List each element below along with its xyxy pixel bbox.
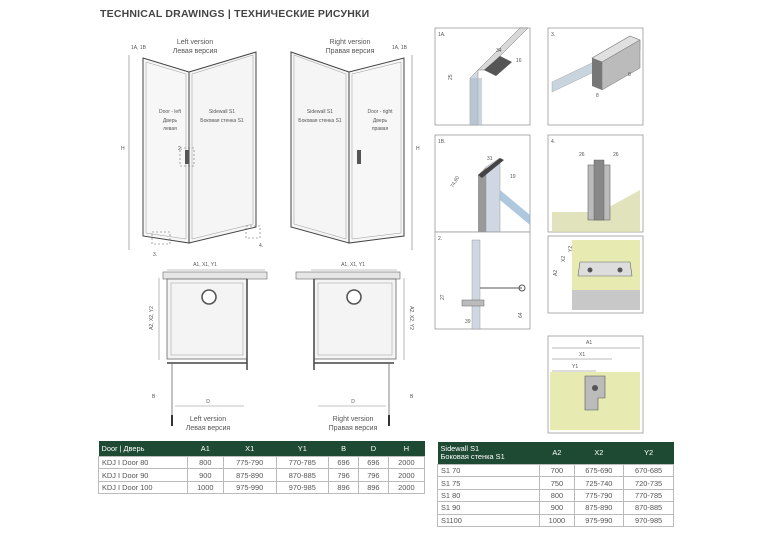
callout-4-label: 4. [259, 243, 264, 249]
door-handle-left [185, 150, 189, 164]
detail-3-dim-b: 8 [628, 72, 631, 78]
table-cell: S1 70 [438, 465, 540, 477]
sidewall-right-label: Sidewall S1 [306, 109, 334, 115]
door-handle-right [357, 150, 361, 164]
left-elevation-heading: Left version [176, 39, 214, 46]
detail-1a-dim-w: 34 [496, 48, 502, 54]
height-label: H [121, 146, 125, 152]
detail-wall-dim-x2: X2 [561, 255, 567, 262]
left-plan-drain [202, 290, 216, 304]
table-cell: 975-990 [223, 481, 276, 493]
right-plan [296, 262, 414, 432]
door-right-label-ru1: Дверь [372, 118, 388, 124]
detail-2-label: 2. [438, 236, 443, 242]
left-plan-caption-ru: Левая версия [185, 425, 231, 432]
door-left-label-ru1: Дверь [162, 118, 178, 124]
detail-2-dim-39: 39 [465, 319, 471, 325]
sidewall-header-line2: Боковая стенка S1 [440, 452, 505, 461]
door-col-header: Door | Дверь [99, 441, 188, 457]
table-cell: 900 [187, 469, 223, 481]
detail-3-label: 3. [551, 32, 556, 38]
table-cell: 796 [329, 469, 359, 481]
a1-col-header: A1 [187, 441, 223, 457]
table-cell: 2000 [388, 457, 424, 469]
table-cell: 970-985 [276, 481, 329, 493]
table-row [99, 457, 425, 469]
sidewall-left-label: Sidewall S1 [208, 109, 236, 115]
table-row [99, 469, 425, 481]
table-cell: 870-885 [276, 469, 329, 481]
table-row [438, 465, 674, 477]
detail-1b-label: 1B. [438, 139, 446, 145]
table-row [438, 514, 674, 526]
detail-1b-dim-h: 19 [510, 174, 516, 180]
table-cell: 696 [358, 457, 388, 469]
callout-2-label: 2. [178, 146, 183, 152]
detail-plan [548, 336, 643, 433]
right-plan-b: B [410, 394, 414, 400]
table-cell: 1000 [540, 514, 574, 526]
sidewall-table-header [438, 442, 674, 465]
table-cell: KDJ I Door 90 [99, 469, 188, 481]
table-cell: 696 [329, 457, 359, 469]
d-col-header: D [358, 441, 388, 457]
callout-3-label: 3. [153, 252, 158, 258]
door-table-header [99, 441, 425, 457]
right-elevation-heading: Right version [329, 39, 371, 46]
detail-1b-dim-v: 74,60 [449, 175, 461, 189]
right-plan-d: D [351, 399, 355, 405]
left-plan [149, 262, 267, 432]
table-cell: 770-785 [624, 489, 674, 501]
y2-col-header: Y2 [624, 442, 674, 465]
detail-1a [435, 28, 530, 125]
right-plan-caption: Right version [332, 416, 374, 423]
detail-1a-dim-h: 16 [516, 58, 522, 64]
table-cell: 750 [540, 477, 574, 489]
left-plan-top-dim: A1, X1, Y1 [193, 262, 217, 268]
table-cell: 800 [187, 457, 223, 469]
table-cell: 1000 [187, 481, 223, 493]
sidewall-table [437, 442, 674, 527]
table-cell: 770-785 [276, 457, 329, 469]
door-right-label-ru2: правая [371, 126, 389, 132]
table-cell: 896 [358, 481, 388, 493]
detail-plan-dim-a1: A1 [586, 340, 593, 346]
detail-plan-dim-y1: Y1 [572, 364, 579, 370]
table-cell: 896 [329, 481, 359, 493]
label-1a-1b-right: 1A, 1B [392, 45, 408, 51]
table-cell: 875-890 [574, 502, 624, 514]
table-cell: 970-985 [624, 514, 674, 526]
table-cell: 900 [540, 502, 574, 514]
left-elevation [121, 39, 263, 258]
label-1a-1b: 1A, 1B [131, 45, 147, 51]
sidewall-right-label-ru: Боковая стенка S1 [298, 118, 342, 124]
page-title: TECHNICAL DRAWINGS | ТЕХНИЧЕСКИЕ РИСУНКИ [100, 8, 370, 20]
table-cell: S1 75 [438, 477, 540, 489]
table-cell: 700 [540, 465, 574, 477]
left-plan-caption: Left version [189, 416, 227, 423]
table-cell: S1100 [438, 514, 540, 526]
detail-2 [435, 232, 530, 329]
y1-col-header: Y1 [276, 441, 329, 457]
table-cell: 875-890 [223, 469, 276, 481]
detail-1b-dim-w: 31 [487, 156, 493, 162]
right-plan-caption-ru: Правая версия [328, 425, 378, 432]
detail-3 [548, 28, 643, 125]
right-plan-side-dim: A2, X2, Y2 [408, 306, 414, 330]
detail-1a-dim-v: 25 [448, 74, 454, 80]
table-row [99, 481, 425, 493]
sidewall-panel-left [189, 52, 256, 243]
door-right-label: Door - right [367, 109, 393, 115]
left-plan-side-dim: A2, X2, Y2 [149, 306, 155, 330]
h-col-header: H [388, 441, 424, 457]
table-cell: 796 [358, 469, 388, 481]
sidewall-left-label-ru: Боковая стенка S1 [200, 118, 244, 124]
door-left-label: Door - left [159, 109, 181, 115]
table-row [438, 502, 674, 514]
a2-col-header: A2 [540, 442, 574, 465]
table-cell: KDJ I Door 100 [99, 481, 188, 493]
table-row [438, 489, 674, 501]
door-table [98, 441, 425, 494]
detail-4-dim-b: 26 [613, 152, 619, 158]
right-plan-top-dim: A1, X1, Y1 [341, 262, 365, 268]
detail-wall-dim-y2: Y2 [568, 245, 574, 252]
table-cell: 870-885 [624, 502, 674, 514]
table-cell: KDJ I Door 80 [99, 457, 188, 469]
detail-4 [548, 135, 643, 232]
table-cell: S1 80 [438, 489, 540, 501]
left-plan-wall-top [163, 272, 267, 279]
x2-col-header: X2 [574, 442, 624, 465]
sidewall-header-line1: Sidewall S1 [440, 444, 480, 453]
detail-4-label: 4. [551, 139, 556, 145]
right-plan-wall-top [296, 272, 400, 279]
b-col-header: B [329, 441, 359, 457]
detail-4-dim-a: 26 [579, 152, 585, 158]
table-row [438, 477, 674, 489]
table-cell: 720-735 [624, 477, 674, 489]
right-elevation [291, 39, 420, 250]
table-cell: 975-990 [574, 514, 624, 526]
table-cell: 775-790 [223, 457, 276, 469]
right-plan-drain [347, 290, 361, 304]
sidewall-col-header [438, 442, 540, 465]
x1-col-header: X1 [223, 441, 276, 457]
detail-3-dim-a: 8 [596, 93, 599, 99]
detail-wall-dim-a2: A2 [553, 269, 559, 276]
detail-plan-dim-x1: X1 [579, 352, 586, 358]
detail-2-dim-27: 27 [440, 294, 446, 300]
table-cell: 800 [540, 489, 574, 501]
sidewall-panel-right [291, 52, 349, 243]
detail-1b [435, 135, 530, 232]
left-plan-b: B [152, 394, 156, 400]
height-label-right: H [416, 146, 420, 152]
table-cell: 775-790 [574, 489, 624, 501]
table-cell: 2000 [388, 469, 424, 481]
table-cell: S1 90 [438, 502, 540, 514]
detail-1a-label: 1A. [438, 32, 446, 38]
table-cell: 675-690 [574, 465, 624, 477]
left-elevation-heading-ru: Левая версия [172, 48, 218, 55]
table-cell: 670-685 [624, 465, 674, 477]
door-left-label-ru2: левая [163, 126, 177, 132]
detail-wall [548, 236, 643, 313]
detail-2-dim-64: 64 [518, 312, 524, 318]
right-elevation-heading-ru: Правая версия [325, 48, 375, 55]
table-cell: 725-740 [574, 477, 624, 489]
table-cell: 2000 [388, 481, 424, 493]
left-plan-d: D [206, 399, 210, 405]
